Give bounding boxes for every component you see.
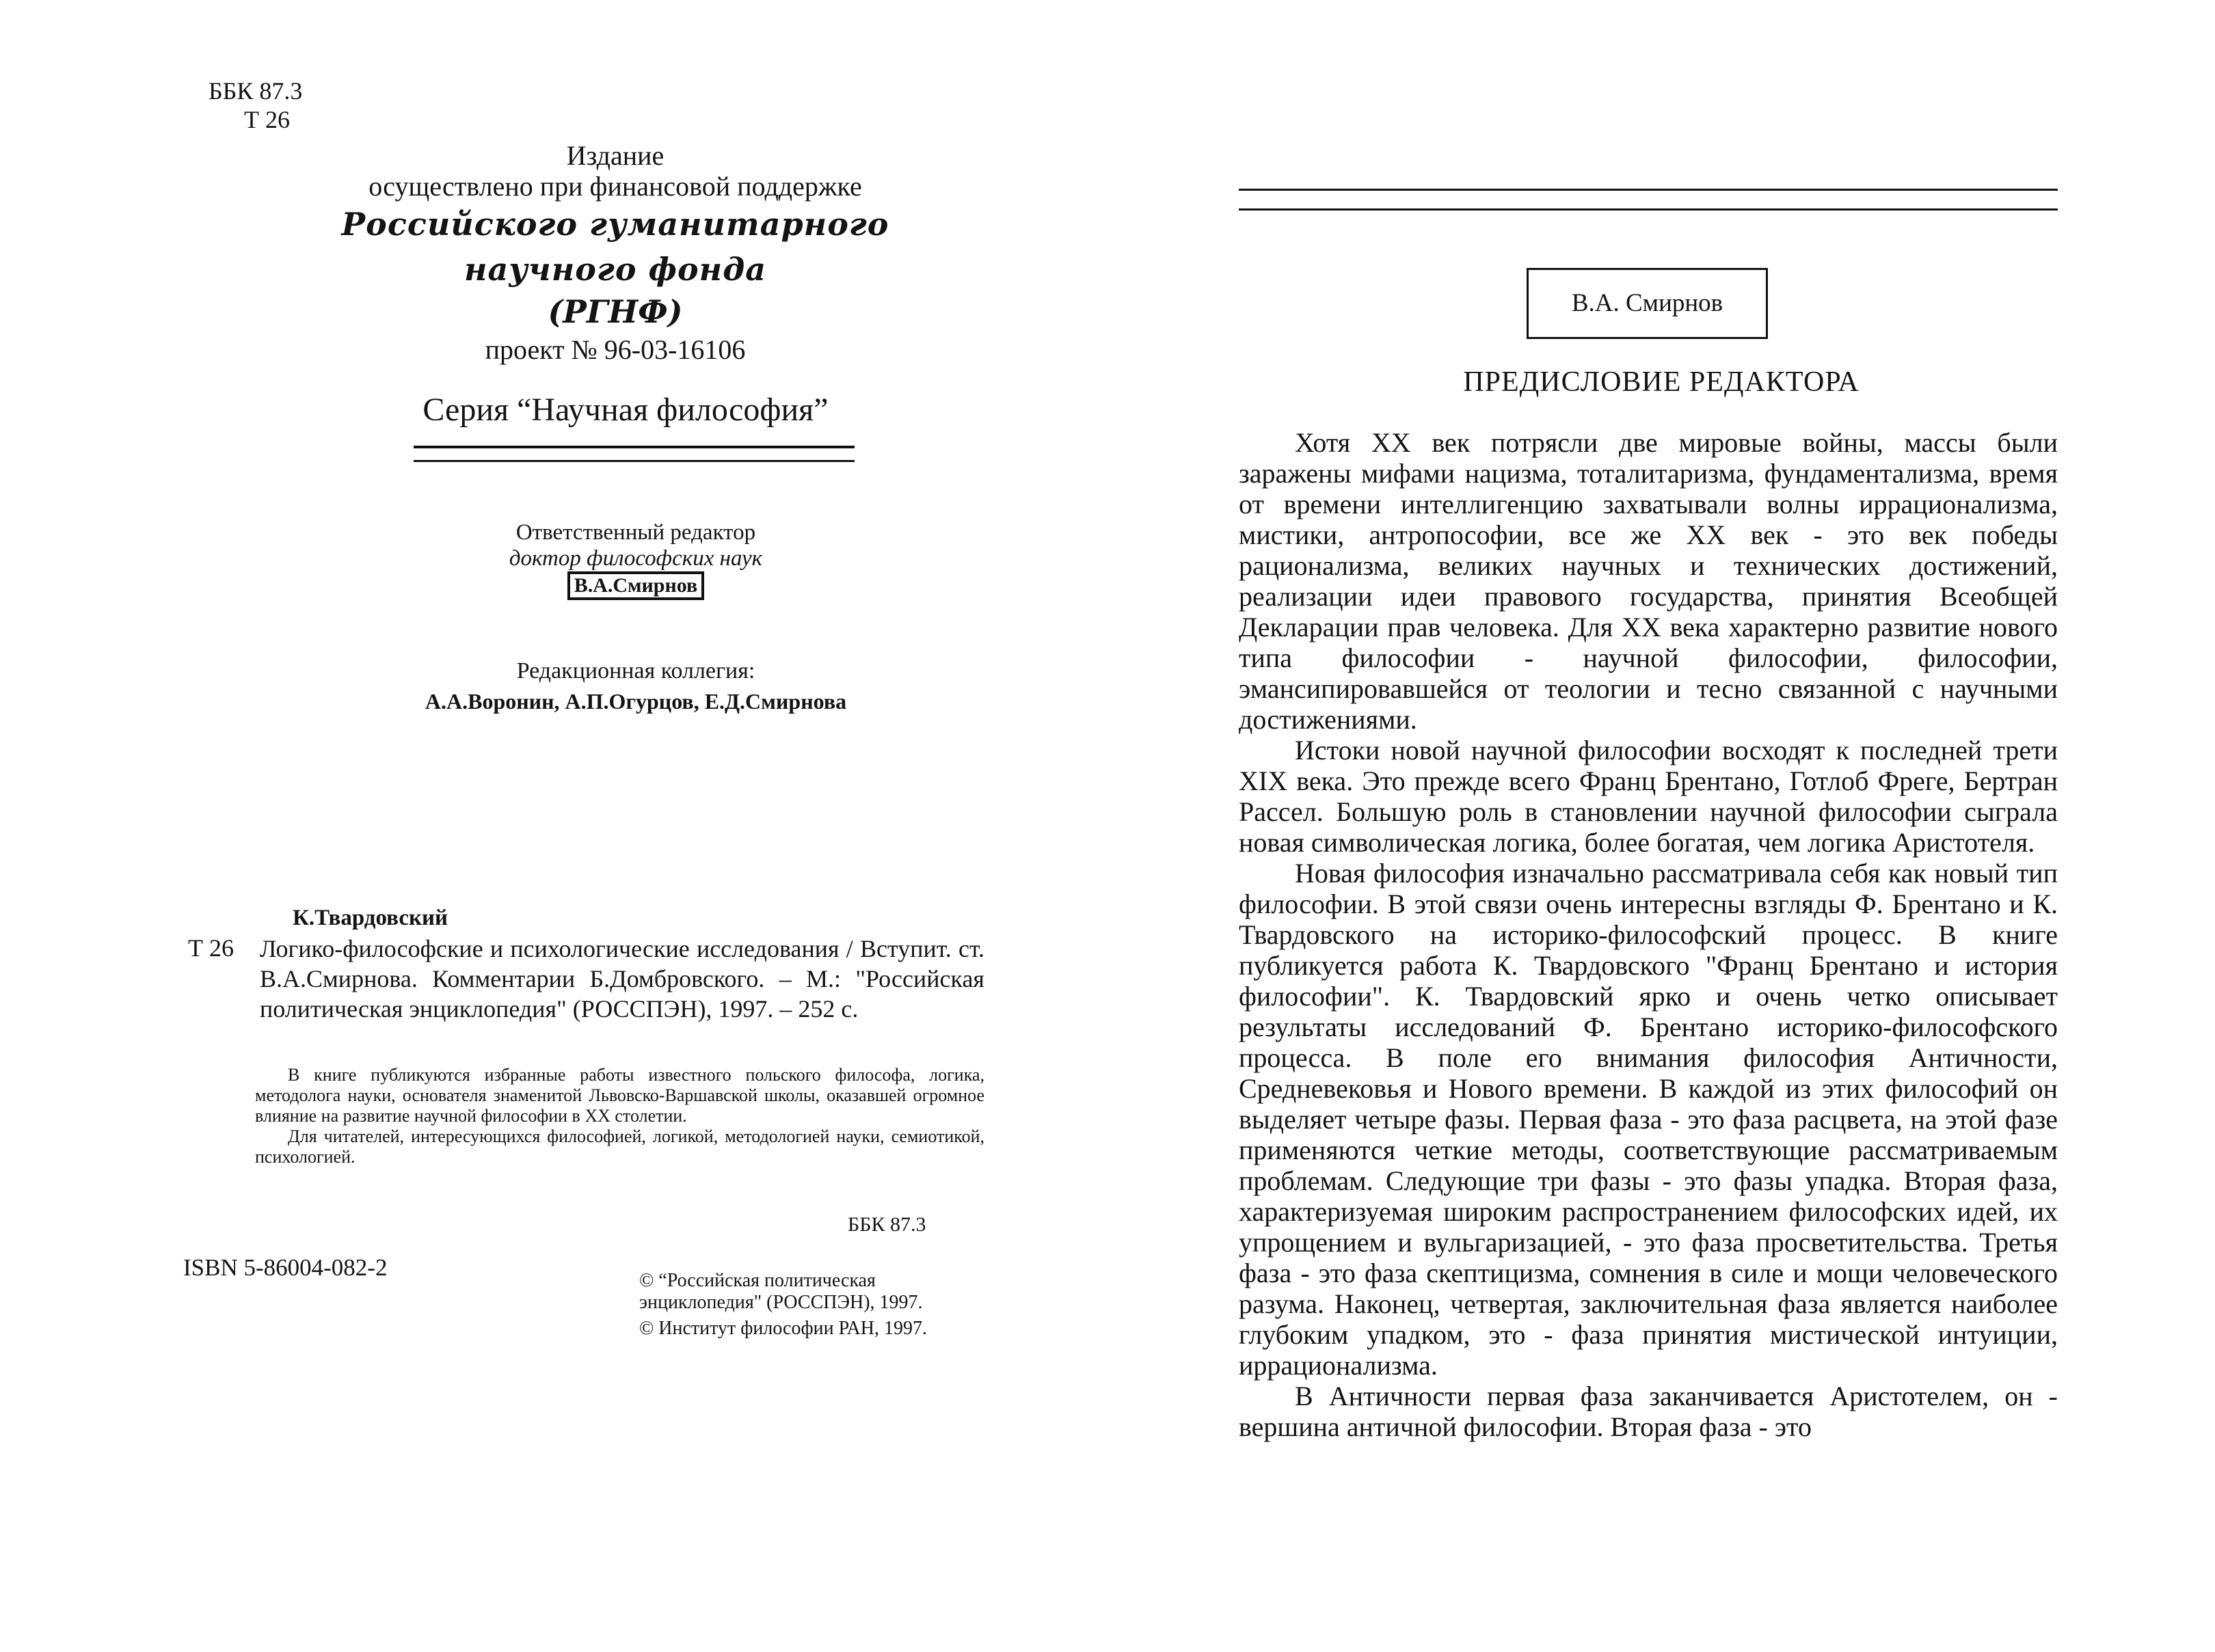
preface-author-box: В.А. Смирнов bbox=[1527, 268, 1768, 339]
header-rule-top bbox=[1239, 189, 2058, 191]
editor-name-box: В.А.Смирнов bbox=[567, 571, 704, 600]
funding-note bbox=[328, 140, 902, 365]
preface-title: ПРЕДИСЛОВИЕ РЕДАКТОРА bbox=[1463, 366, 1860, 398]
copyright-line: © “Российская политическая энциклопедия" (РОССПЭН), 1997. bbox=[639, 1270, 923, 1313]
funding-line-2: осуществлено при финансовой поддержке bbox=[368, 171, 862, 202]
copyright-line: © Институт философии РАН, 1997. bbox=[639, 1318, 927, 1339]
copyright-notice bbox=[639, 1270, 995, 1344]
series-title: Серия “Научная философия” bbox=[422, 392, 829, 428]
fund-name: Российского гуманитарного научного фонда bbox=[341, 206, 889, 288]
catalog-bbk: ББК 87.3 bbox=[848, 1213, 926, 1236]
header-rule-bottom bbox=[1239, 208, 2058, 211]
bbk-code: ББК 87.3 bbox=[209, 77, 303, 105]
catalog-annotation bbox=[255, 1065, 984, 1167]
catalog-index: Т 26 bbox=[188, 934, 234, 962]
series-rule-thick bbox=[414, 446, 855, 448]
bbk-classification bbox=[209, 77, 302, 134]
editorial-board-label: Редакционная коллегия: bbox=[516, 658, 755, 683]
editor-degree: доктор философских наук bbox=[509, 546, 763, 571]
catalog-description: Логико-философские и психологические исследования / Вступит. ст. В.А.Смирнова. Комментарии Б.Домбровского. – М.: "Российская политическая энциклопедия" (РОССПЭН), 1997. – 252 с. bbox=[260, 935, 984, 1023]
fund-abbreviation: (РГНФ) bbox=[548, 293, 683, 330]
right-page bbox=[1108, 0, 2215, 1652]
bbk-index: Т 26 bbox=[244, 106, 290, 133]
series-rule-thin bbox=[414, 460, 855, 462]
editor-role: Ответственный редактор bbox=[515, 520, 756, 545]
isbn: ISBN 5-86004-082-2 bbox=[183, 1254, 388, 1281]
annotation-paragraph: В книге публикуются избранные работы известного польского философа, логика, методолога науки, основателя знаменитой Львовско-Варшавской школы, оказавшей огромное влияние на развитие научной философии в XX столетии. bbox=[255, 1065, 984, 1126]
preface-body bbox=[1239, 427, 2058, 1442]
editorial-board-names: А.А.Воронин, А.П.Огурцов, Е.Д.Смирнова bbox=[425, 689, 847, 714]
project-number: проект № 96-03-16106 bbox=[485, 334, 746, 365]
body-paragraph: В Античности первая фаза заканчивается Аристотелем, он - вершина античной философии. Вторая фаза - это bbox=[1239, 1381, 2058, 1442]
annotation-paragraph: Для читателей, интересующихся философией, логикой, методологией науки, семиотикой, психологией. bbox=[255, 1126, 984, 1167]
funding-line-1: Издание bbox=[566, 140, 664, 171]
body-paragraph: Хотя XX век потрясли две мировые войны, массы были заражены мифами нацизма, тоталитаризма, фундаментализма, время от времени интеллигенцию захватывали волны иррационализма, мистики, антропософии, все же XX век - это век победы рационализма, великих научных и технических достижений, реализации идеи правового государства, принятия Всеобщей Декларации прав человека. Для XX века характерно развитие нового типа философии - научной философии, философии, эмансипировавшейся от теологии и тесно связанной с научными достижениями. bbox=[1239, 427, 2058, 735]
body-paragraph: Истоки новой научной философии восходят к последней трети XIX века. Это прежде всего Франц Брентано, Готлоб Фреге, Бертран Рассел. Большую роль в становлении научной философии сыграла новая символическая логика, более богатая, чем логика Аристотеля. bbox=[1239, 735, 2058, 858]
body-paragraph: Новая философия изначально рассматривала себя как новый тип философии. В этой связи очень интересны взгляды Ф. Брентано и К. Твардовского на историко-философский процесс. В книге публикуется работа К. Твардовского "Франц Брентано и история философии". К. Твардовский ярко и очень четко описывает результаты исследований Ф. Брентано историко-философского процесса. В поле его внимания философия Античности, Средневековья и Нового времени. В каждой из этих философий он выделяет четыре фазы. Первая фаза - это фаза расцвета, на этой фазе применяются четкие методы, соответствующие рассматриваемым проблемам. Следующие три фазы - это фазы упадка. Вторая фаза, характеризуемая широким распространением философских идей, их упрощением и вульгаризацией, - это фаза просветительства. Третья фаза - это фаза скептицизма, сомнения в силе и мощи человеческого разума. Наконец, четвертая, заключительная фаза является наиболее глубоким упадком, это - фаза принятия мистической интуиции, иррационализма. bbox=[1239, 858, 2058, 1381]
responsible-editor bbox=[438, 519, 834, 600]
catalog-author: К.Твардовский bbox=[293, 906, 448, 930]
